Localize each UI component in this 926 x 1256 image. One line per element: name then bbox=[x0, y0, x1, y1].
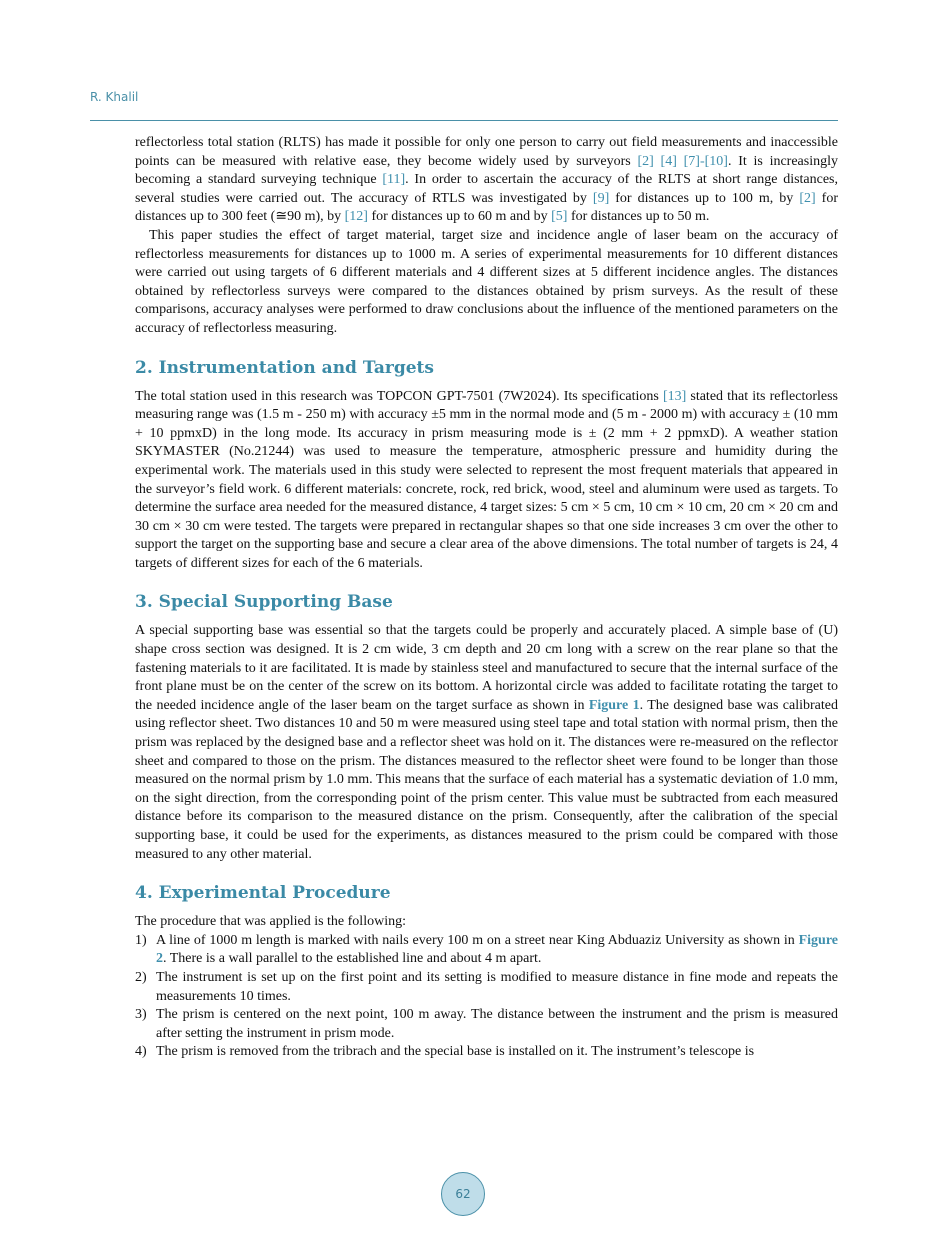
section-4-heading: 4. Experimental Procedure bbox=[135, 883, 391, 904]
list-number: 4) bbox=[135, 1044, 147, 1060]
figure-2-link[interactable]: Figure 2 bbox=[156, 932, 838, 967]
text-run: . The designed base was calibrated using reflector sheet. Two distances 10 and 50 m were measured using steel tape and total station with normal prism, then the prism was replaced by the designed base and a reflector sheet was hold on it. The distances were re-measured on the reflector sheet and compared to those on the prism. The distances measured to the reflector sheet were found to be longer than those measured on the normal prism by 1.0 mm. This means that the surface of each material has a systematic deviation of 1.0 mm, on the sight direction, from the corresponding point of the prism center. This value must be subtracted from each measured distance before its comparison to the measured distance on the prism. Consequently, after the calibration of the special supporting base, it could be used for the experiments, as distances measured to the prism could be compared with those measured to any other material. bbox=[135, 697, 838, 862]
citation-link[interactable]: [10] bbox=[704, 153, 728, 169]
citation-link[interactable]: [4] bbox=[660, 153, 677, 169]
section-2-paragraph bbox=[135, 388, 838, 574]
text-run: for distances up to 60 m and by bbox=[367, 209, 552, 225]
text-run: . There is a wall parallel to the established line and about 4 m apart. bbox=[163, 951, 542, 967]
citation-link[interactable]: [2] bbox=[637, 153, 654, 169]
procedure-list bbox=[135, 932, 838, 1062]
page-number: 62 bbox=[455, 1187, 471, 1201]
citation-link[interactable]: [5] bbox=[551, 209, 568, 225]
text-run bbox=[654, 154, 661, 169]
list-number: 1) bbox=[135, 932, 147, 948]
citation-link[interactable]: [9] bbox=[592, 190, 610, 206]
text-run: A line of 1000 m length is marked with nails every 100 m on a street near King Abduaziz University as shown in bbox=[156, 932, 799, 948]
list-number: 2) bbox=[135, 969, 147, 985]
running-head: R. Khalil bbox=[90, 90, 139, 104]
header-rule bbox=[90, 120, 838, 121]
citation-range-dash: - bbox=[699, 153, 705, 169]
text-run: . It is increasingly becoming a standard surveying technique bbox=[135, 153, 838, 188]
intro-paragraph-1 bbox=[135, 134, 838, 227]
list-item bbox=[135, 969, 838, 1006]
intro-paragraph-2: This paper studies the effect of target material, target size and incidence angle of laser beam on the accuracy of reflectorless measurements for distances up to 1000 m. A series of experimental measurements for 10 different distances were carried out using targets of 6 different materials and 4 different sizes at 5 different incidence angles. The distances obtained by reflectorless surveys were compared to the distances obtained by prism surveys. As the result of these comparisons, accuracy analyses were performed to draw conclusions about the influence of the mentioned parameters on the accuracy of reflectorless measuring. bbox=[135, 227, 838, 336]
citation-link[interactable]: [11] bbox=[382, 172, 406, 188]
text-run: reflectorless total station (RLTS) has made it possible for only one person to carry out field measurements and inaccessible points can be measured with relative ease, they become widely used by surveyors bbox=[135, 135, 838, 169]
section-2-heading: 2. Instrumentation and Targets bbox=[135, 357, 434, 378]
citation-link[interactable]: [13] bbox=[662, 388, 687, 404]
text-run: The prism is centered on the next point, 100 m away. The distance between the instrument and the prism is measured after setting the instrument in prism mode. bbox=[156, 1007, 838, 1041]
section-4-intro: The procedure that was applied is the following: bbox=[135, 914, 406, 930]
text-run: The total station used in this research was TOPCON GPT-7501 (7W2024). Its specifications bbox=[135, 388, 663, 404]
text-run bbox=[677, 154, 684, 169]
text-run: A special supporting base was essential so that the targets could be properly and accurately placed. A simple base of (U) shape cross section was designed. It is 2 cm wide, 3 cm depth and 20 cm long with a screw on the rear plane so that the fastening materials to it are facilitated. It is made by stainless steel and manufactured to secure that the internal surface of the front plane must be on the center of the screw on its bottom. A horizontal circle was added to facilitate rotating the target to the needed incidence angle of the laser beam on the target surface as shown in bbox=[135, 623, 838, 713]
text-run: stated that its reflectorless measuring range was (1.5 m - 250 m) with accuracy ±5 mm in the normal mode and (5 m - 2000 m) with accuracy ± (10 mm + 10 ppmxD) in the long mode. Its accuracy in prism measuring mode is ± (2 mm + 2 ppmxD). A weather station SKYMASTER (No.21244) was used to measure the temperature, atmospheric pressure and humidity during the experimental work. The materials used in this study were selected to represent the most frequent materials that appeared in the surveyor’s field work. 6 different materials: concrete, rock, red brick, wood, steel and aluminum were used as targets. To determine the surface area needed for the measured distance, 4 target sizes: 5 cm × 5 cm, 10 cm × 10 cm, 20 cm × 20 cm and 30 cm × 30 cm were tested. The targets were prepared in rectangular shapes so that one side increases 3 cm over the other to support the target on the supporting base and secure a clear area of the above dimensions. The total number of targets is 24, 4 targets of different sizes for each of the 6 materials. bbox=[135, 388, 838, 571]
text-run: The prism is removed from the tribrach and the special base is installed on it. The instrument’s telescope is bbox=[156, 1044, 755, 1060]
list-item bbox=[135, 932, 838, 969]
citation-link[interactable]: [2] bbox=[799, 190, 816, 206]
text-run: for distances up to 300 feet (≅90 m), by bbox=[135, 190, 838, 225]
list-number: 3) bbox=[135, 1007, 147, 1023]
page-content bbox=[135, 134, 838, 1062]
page-number-badge bbox=[441, 1172, 485, 1216]
section-3-heading: 3. Special Supporting Base bbox=[135, 592, 393, 613]
text-run: . In order to ascertain the accuracy of the RLTS at short range distances, several studies were carried out. The accuracy of RTLS was investigated by bbox=[135, 172, 839, 206]
list-item bbox=[135, 1006, 838, 1043]
list-item bbox=[135, 1043, 838, 1062]
figure-1-link[interactable]: Figure 1 bbox=[588, 697, 640, 713]
text-run: The instrument is set up on the first point and its setting is modified to measure distance in fine mode and repeats the measurements 10 times. bbox=[156, 969, 838, 1004]
text-run: for distances up to 100 m, by bbox=[609, 190, 800, 206]
section-3-paragraph bbox=[135, 622, 838, 864]
citation-link[interactable]: [12] bbox=[344, 209, 368, 225]
text-run: for distances up to 50 m. bbox=[567, 209, 710, 225]
citation-link[interactable]: [7] bbox=[683, 153, 700, 169]
